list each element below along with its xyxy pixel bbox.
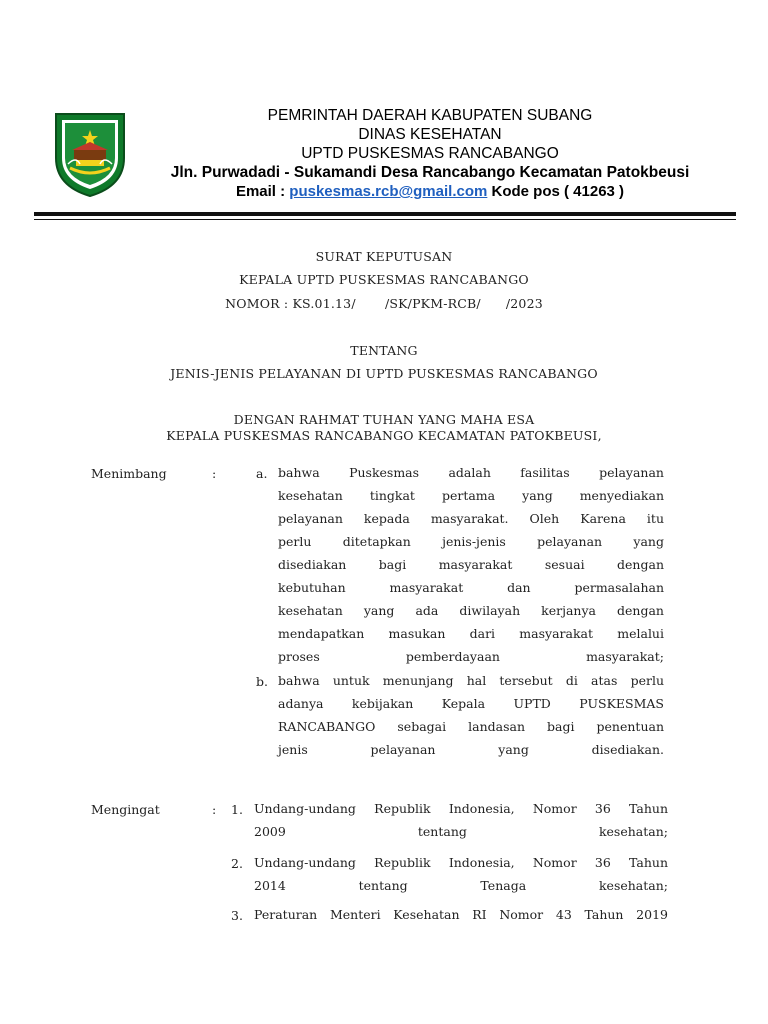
text-line: adanya kebijakan Kepala UPTD PUSKESMAS bbox=[278, 696, 664, 711]
text-line: bahwa untuk menunjang hal tersebut di atas perlu bbox=[278, 673, 664, 688]
section-label-menimbang: Menimbang bbox=[91, 466, 167, 481]
text-line: RANCABANGO sebagai landasan bagi penentuan bbox=[278, 719, 664, 734]
head-of-office-line: KEPALA PUSKESMAS RANCABANGO KECAMATAN PATOKBEUSI, bbox=[166, 428, 602, 443]
legal-basis-2 bbox=[254, 851, 668, 897]
letterhead bbox=[130, 106, 730, 201]
decree-heading: SURAT KEPUTUSAN bbox=[315, 249, 453, 264]
legal-basis-3 bbox=[254, 903, 668, 926]
text-line: jenis pelayanan yang disediakan. bbox=[278, 742, 664, 757]
blessing-line: DENGAN RAHMAT TUHAN YANG MAHA ESA bbox=[233, 412, 535, 427]
about-label: TENTANG bbox=[350, 343, 418, 358]
letterhead-unit: UPTD PUSKESMAS RANCABANGO bbox=[301, 145, 559, 162]
consideration-b bbox=[278, 669, 664, 761]
text-line: 2014 tentang Tenaga kesehatan; bbox=[254, 878, 668, 893]
email-link[interactable]: puskesmas.rcb@gmail.com bbox=[289, 183, 488, 200]
section-colon: : bbox=[212, 466, 217, 481]
section-colon: : bbox=[212, 802, 217, 817]
regency-logo bbox=[50, 108, 130, 198]
text-line: Undang-undang Republik Indonesia, Nomor 36 Tahun bbox=[254, 855, 668, 870]
text-line: Peraturan Menteri Kesehatan RI Nomor 43 Tahun 2019 bbox=[254, 907, 668, 922]
decree-issuer: KEPALA UPTD PUSKESMAS RANCABANGO bbox=[239, 272, 529, 287]
text-line: Undang-undang Republik Indonesia, Nomor 36 Tahun bbox=[254, 801, 668, 816]
item-marker: 2. bbox=[231, 856, 243, 871]
text-line: perlu ditetapkan jenis-jenis pelayanan yang bbox=[278, 534, 664, 549]
item-marker: 3. bbox=[231, 908, 243, 923]
letterhead-divider-thick bbox=[34, 212, 736, 216]
decree-subject: JENIS-JENIS PELAYANAN DI UPTD PUSKESMAS RANCABANGO bbox=[170, 366, 598, 381]
item-marker: b. bbox=[256, 674, 268, 689]
text-line: mendapatkan masukan dari masyarakat melalui bbox=[278, 626, 664, 641]
email-label: Email : bbox=[235, 183, 290, 200]
letterhead-government: PEMRINTAH DAERAH KABUPATEN SUBANG bbox=[267, 107, 593, 124]
text-line: kebutuhan masyarakat dan permasalahan bbox=[278, 580, 664, 595]
consideration-a bbox=[278, 461, 664, 668]
legal-basis-1 bbox=[254, 797, 668, 843]
item-marker: a. bbox=[256, 466, 268, 481]
item-marker: 1. bbox=[231, 802, 243, 817]
text-line: kesehatan yang ada diwilayah kerjanya dengan bbox=[278, 603, 664, 618]
text-line: kesehatan tingkat pertama yang menyediakan bbox=[278, 488, 664, 503]
letterhead-divider-thin bbox=[34, 219, 736, 220]
text-line: disediakan bagi masyarakat sesuai dengan bbox=[278, 557, 664, 572]
text-line: pelayanan kepada masyarakat. Oleh Karena itu bbox=[278, 511, 664, 526]
postal-code: Kode pos ( 41263 ) bbox=[487, 183, 625, 200]
letterhead-agency: DINAS KESEHATAN bbox=[358, 126, 502, 143]
decree-number: NOMOR : KS.01.13/ /SK/PKM-RCB/ /2023 bbox=[225, 296, 543, 311]
letterhead-address: Jln. Purwadadi - Sukamandi Desa Rancabango Kecamatan Patokbeusi bbox=[170, 164, 690, 181]
text-line: bahwa Puskesmas adalah fasilitas pelayanan bbox=[278, 465, 664, 480]
letterhead-contact bbox=[130, 182, 730, 201]
text-line: 2009 tentang kesehatan; bbox=[254, 824, 668, 839]
text-line: proses pemberdayaan masyarakat; bbox=[278, 649, 664, 664]
section-label-mengingat: Mengingat bbox=[91, 802, 160, 817]
